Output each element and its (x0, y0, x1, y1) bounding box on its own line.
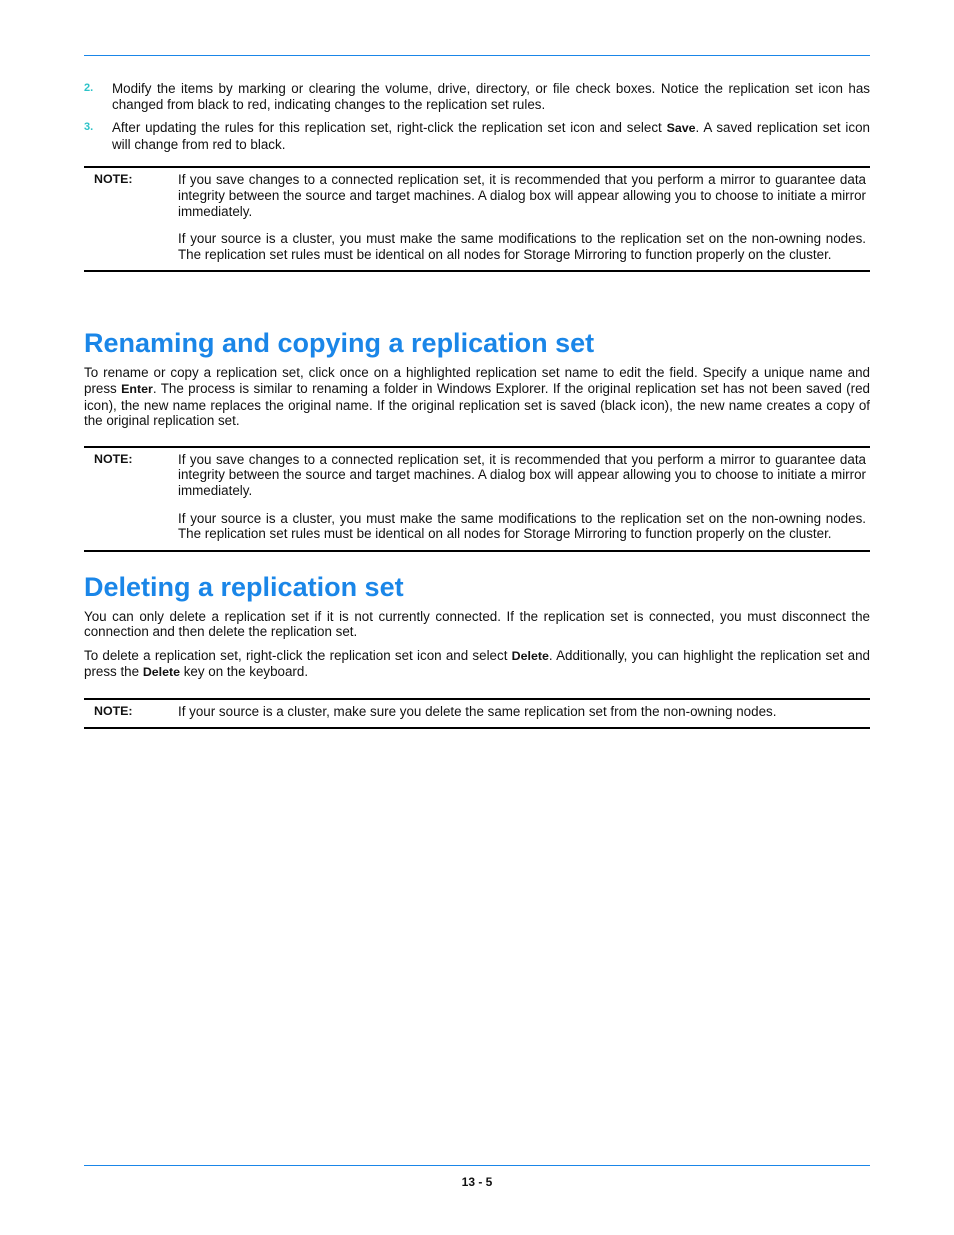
footer-rule (84, 1165, 870, 1166)
text-part: . Additionally, you can highlight the replication set and press the (84, 647, 871, 680)
note-body (178, 172, 866, 262)
text-part: To rename or copy a replication set, click once on a highlighted replication set name to edit the field. Specify a unique name and press (84, 365, 870, 396)
section-heading-rename: Renaming and copying a replication set (84, 328, 595, 359)
note-paragraph: If your source is a cluster, make sure you delete the same replication set from the non-owning nodes. (178, 704, 777, 720)
enter-key: Enter (121, 381, 153, 396)
delete-command: Delete (511, 648, 549, 663)
note-body (178, 704, 866, 720)
note-box-2 (84, 446, 870, 552)
step-text-part: After updating the rules for this replication set, right-click the replication set icon and select (112, 120, 667, 136)
save-command: Save (666, 121, 696, 136)
note-label: NOTE: (94, 704, 133, 719)
delete-paragraph-1: You can only delete a replication set if it is not currently connected. If the replication set is connected, you must disconnect the connection and then delete the replication set. (84, 608, 870, 640)
note-paragraph: If you save changes to a connected replication set, it is recommended that you perform a mirror to guarantee data integrity between the source and target machines. A dialog box will appear allowing you to choose to initiate a mirror immediately. (178, 451, 866, 498)
note-body (178, 452, 866, 542)
step-text: Modify the items by marking or clearing the volume, drive, directory, or file check boxes. Notice the replication set icon has changed from black to red, indicating changes to the replication set rules. (112, 81, 870, 112)
text-part: . The process is similar to renaming a folder in Windows Explorer. If the original replication set has not been saved (red icon), the new name replaces the original name. If the original replication set is saved (black icon), the new name creates a copy of the original replication set. (84, 380, 870, 429)
delete-paragraph-2 (84, 648, 870, 681)
text-part: To delete a replication set, right-click the replication set icon and select (84, 647, 512, 663)
header-rule (84, 55, 870, 56)
rename-paragraph (84, 365, 870, 428)
text-part: key on the keyboard. (180, 664, 309, 680)
section-heading-delete: Deleting a replication set (84, 571, 404, 602)
note-paragraph: If your source is a cluster, you must make the same modifications to the replication set on the non-owning nodes. The replication set rules must be identical on all nodes for Storage Mirroring to function properly on the cluster. (178, 510, 866, 542)
note-paragraph: If your source is a cluster, you must make the same modifications to the replication set on the non-owning nodes. The replication set rules must be identical on all nodes for Storage Mirroring to function properly on the cluster. (178, 231, 866, 262)
note-paragraph: If you save changes to a connected replication set, it is recommended that you perform a mirror to guarantee data integrity between the source and target machines. A dialog box will appear allowing you to choose to initiate a mirror immediately. (178, 172, 866, 219)
page-content (84, 81, 870, 729)
note-label: NOTE: (94, 451, 133, 466)
delete-key: Delete (142, 665, 181, 680)
note-label: NOTE: (94, 172, 133, 187)
step-number: 2. (84, 82, 94, 94)
step-number: 3. (84, 121, 94, 134)
step-text (112, 120, 870, 152)
note-box-1 (84, 166, 870, 272)
page-number: 13 - 5 (461, 1175, 493, 1189)
step-3 (84, 120, 870, 152)
note-box-3 (84, 698, 870, 729)
step-text-part: . A saved replication set icon will change from red to black. (112, 120, 870, 152)
step-2 (84, 81, 870, 112)
